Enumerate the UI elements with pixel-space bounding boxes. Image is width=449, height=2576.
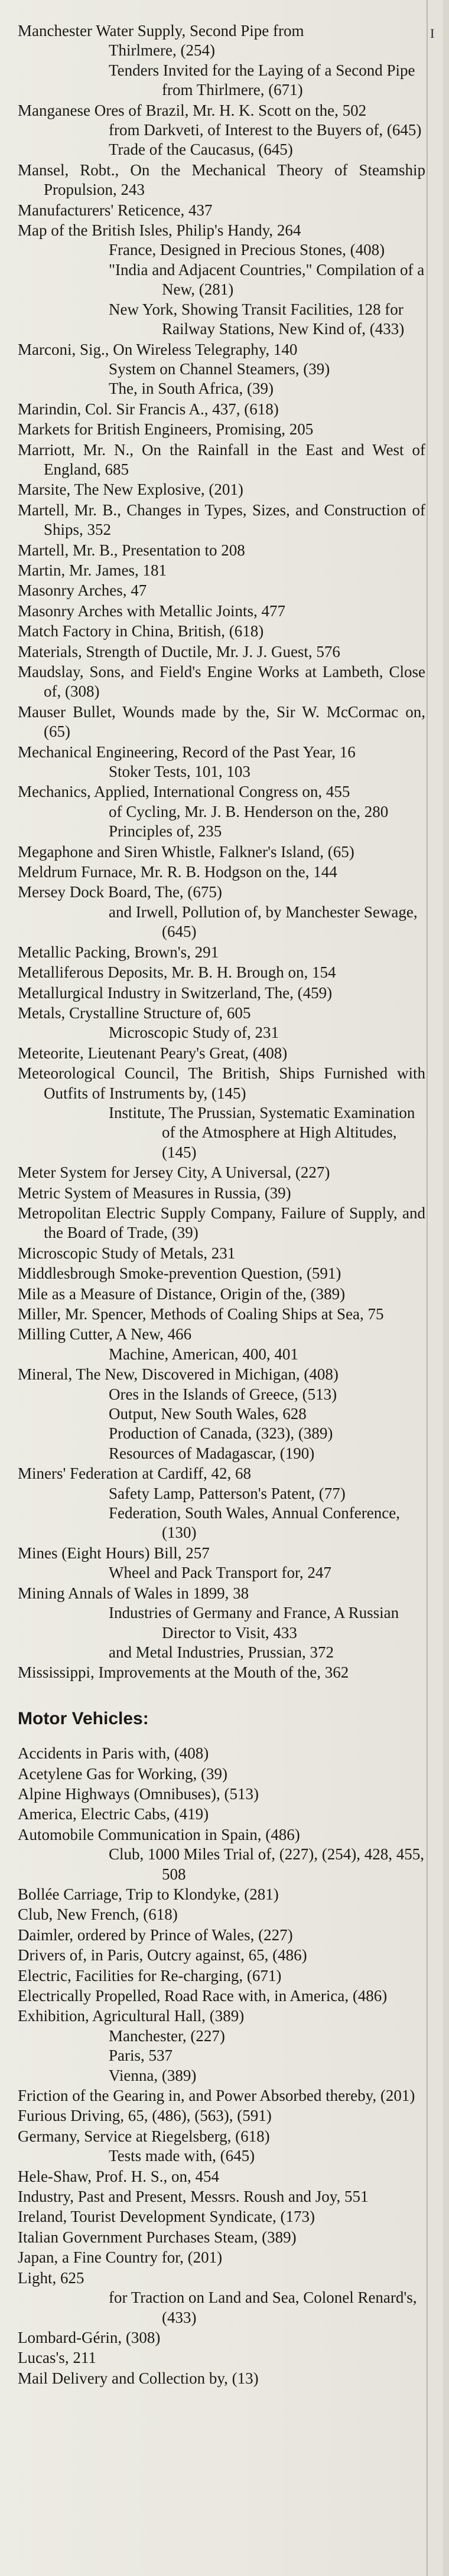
- index-entry-heading: Megaphone and Siren Whistle, Falkner's Island, (65): [18, 842, 354, 861]
- index-entry-heading: Markets for British Engineers, Promising, 205: [18, 420, 314, 439]
- index-entry: [18, 2167, 425, 2186]
- index-entry-heading: Manganese Ores of Brazil, Mr. H. K. Scott on the, 502: [18, 101, 367, 119]
- index-entry-heading: Mail Delivery and Collection by, (13): [18, 2369, 259, 2387]
- index-entry: [18, 1584, 425, 1663]
- index-subentry: for Traction on Land and Sea, Colonel Renard's, (433): [109, 2289, 417, 2326]
- index-entry: [18, 862, 425, 882]
- index-entry: [18, 2127, 425, 2166]
- index-subentry: Ores in the Islands of Greece, (513): [109, 1385, 337, 1403]
- index-entry-heading: Marindin, Col. Sir Francis A., 437, (618): [18, 400, 279, 418]
- index-entry: [18, 702, 425, 742]
- index-subentry: Paris, 537: [109, 2047, 173, 2065]
- index-subentry: Machine, American, 400, 401: [109, 1345, 298, 1363]
- index-entry-heading: Martell, Mr. B., Presentation to 208: [18, 541, 245, 559]
- index-entry-heading: Marconi, Sig., On Wireless Telegraphy, 140: [18, 340, 298, 358]
- index-entry-heading: Hele-Shaw, Prof. H. S., on, 454: [18, 2167, 219, 2185]
- index-entry: [18, 400, 425, 419]
- index-subentry: France, Designed in Precious Stones, (408): [109, 241, 385, 259]
- index-entry: [18, 1804, 425, 1824]
- index-entry: [18, 1305, 425, 1324]
- index-entry-heading: Industry, Past and Present, Messrs. Roush and Joy, 551: [18, 2188, 369, 2206]
- index-entry-heading: Ireland, Tourist Development Syndicate, (173): [18, 2208, 315, 2226]
- index-entry: [18, 201, 425, 220]
- index-entry: [18, 1184, 425, 1203]
- index-entry-heading: Mansel, Robt., On the Mechanical Theory of Steamship Propulsion, 243: [18, 161, 425, 199]
- index-entry: [18, 2106, 425, 2126]
- index-entry: [18, 1284, 425, 1304]
- index-subentry: and Metal Industries, Prussian, 372: [109, 1643, 334, 1661]
- index-entry: [18, 743, 425, 782]
- index-entry-heading: Metallic Packing, Brown's, 291: [18, 943, 219, 961]
- index-entry: [18, 21, 425, 100]
- index-entry: [18, 2207, 425, 2227]
- index-entry-heading: Daimler, ordered by Prince of Wales, (227): [18, 1926, 293, 1944]
- index-subentry: and Irwell, Pollution of, by Manchester Sewage, (645): [109, 903, 418, 941]
- index-entry-heading: Accidents in Paris with, (408): [18, 1744, 209, 1763]
- index-entry-heading: Meteorite, Lieutenant Peary's Great, (408): [18, 1044, 288, 1062]
- index-entry: [18, 1744, 425, 1763]
- index-entry: [18, 561, 425, 580]
- index-entry: [18, 1044, 425, 1063]
- index-entry-heading: Automobile Communication in Spain, (486): [18, 1825, 300, 1843]
- index-entry-heading: Japan, a Fine Country for, (201): [18, 2248, 223, 2267]
- index-entry: [18, 1764, 425, 1784]
- index-subentry: Safety Lamp, Patterson's Patent, (77): [109, 1484, 346, 1502]
- index-entry-heading: Match Factory in China, British, (618): [18, 622, 264, 640]
- index-entry: [18, 842, 425, 862]
- index-entry: [18, 1064, 425, 1162]
- index-entry: [18, 1926, 425, 1945]
- index-subentry: Resources of Madagascar, (190): [109, 1444, 315, 1462]
- index-entry-heading: Exhibition, Agricultural Hall, (389): [18, 2007, 245, 2025]
- index-entry: [18, 501, 425, 540]
- index-entry: [18, 480, 425, 499]
- index-entry-heading: Meldrum Furnace, Mr. R. B. Hodgson on the, 144: [18, 863, 337, 881]
- index-entry: [18, 1264, 425, 1283]
- index-entry-heading: Masonry Arches with Metallic Joints, 477: [18, 601, 285, 620]
- index-entry: [18, 2228, 425, 2247]
- index-entry: [18, 1784, 425, 1804]
- index-entry: [18, 963, 425, 982]
- section-heading-motor-vehicles: Motor Vehicles:: [18, 1708, 149, 1728]
- column-rule: [427, 0, 428, 2576]
- index-entry: [18, 440, 425, 480]
- index-entry: [18, 1464, 425, 1543]
- index-entry-heading: Mississippi, Improvements at the Mouth of the, 362: [18, 1663, 349, 1682]
- index-entry-heading: Lombard-Gérin, (308): [18, 2328, 161, 2346]
- index-entry-heading: Microscopic Study of Metals, 231: [18, 1244, 236, 1262]
- index-entry: [18, 1365, 425, 1463]
- index-entry-heading: Marsite, The New Explosive, (201): [18, 480, 243, 499]
- index-entry-heading: Friction of the Gearing in, and Power Absorbed thereby, (201): [18, 2087, 415, 2105]
- index-entry-heading: Mines (Eight Hours) Bill, 257: [18, 1544, 210, 1562]
- index-subentry: Federation, South Wales, Annual Conference, (130): [109, 1504, 400, 1542]
- index-subentry: The, in South Africa, (39): [109, 380, 274, 398]
- index-subentry: Stoker Tests, 101, 103: [109, 763, 250, 781]
- index-entry-heading: Acetylene Gas for Working, (39): [18, 1764, 227, 1783]
- index-entry-heading: Mechanical Engineering, Record of the Past Year, 16: [18, 743, 356, 761]
- index-entry-heading: Metalliferous Deposits, Mr. B. H. Brough on, 154: [18, 963, 336, 982]
- index-entry-heading: Germany, Service at Riegelsberg, (618): [18, 2127, 270, 2145]
- index-entry-heading: America, Electric Cabs, (419): [18, 1805, 209, 1823]
- index-entry-heading: Maudslay, Sons, and Field's Engine Works at Lambeth, Close of, (308): [18, 663, 425, 701]
- index-entries-motor-vehicles: [18, 1744, 425, 2388]
- index-entry-heading: Milling Cutter, A New, 466: [18, 1325, 192, 1343]
- index-entry: [18, 1003, 425, 1043]
- index-entry-heading: Electrically Propelled, Road Race with, in America, (486): [18, 1987, 388, 2005]
- index-entry: [18, 1163, 425, 1182]
- index-entry-heading: Metallurgical Industry in Switzerland, The, (459): [18, 983, 333, 1002]
- index-entry-heading: Bollée Carriage, Trip to Klondyke, (281): [18, 1885, 279, 1903]
- index-entry: [18, 2348, 425, 2368]
- index-entry: [18, 1544, 425, 1583]
- index-column: [18, 21, 425, 2389]
- index-entry-heading: Metals, Crystalline Structure of, 605: [18, 1003, 251, 1022]
- index-entry-heading: Miller, Mr. Spencer, Methods of Coaling Ships at Sea, 75: [18, 1305, 384, 1323]
- index-entries-m: [18, 21, 425, 1683]
- index-subentry: Principles of, 235: [109, 822, 222, 841]
- index-entry: [18, 2248, 425, 2267]
- index-entry-heading: Mineral, The New, Discovered in Michigan, (408): [18, 1365, 339, 1384]
- index-entry: [18, 420, 425, 439]
- index-entry-heading: Meter System for Jersey City, A Universal, (227): [18, 1163, 330, 1182]
- index-entry: [18, 1825, 425, 1884]
- index-entry-heading: Metric System of Measures in Russia, (39): [18, 1184, 291, 1202]
- index-entry: [18, 581, 425, 600]
- index-subentry: Thirlmere, (254): [109, 41, 215, 60]
- index-entry-heading: Club, New French, (618): [18, 1905, 178, 1924]
- index-entry-heading: Map of the British Isles, Philip's Handy, 264: [18, 221, 301, 240]
- index-entry-heading: Martin, Mr. James, 181: [18, 561, 167, 579]
- index-subentry: from Darkveti, of Interest to the Buyers of, (645): [109, 121, 422, 139]
- index-entry: [18, 340, 425, 399]
- index-subentry: Trade of the Caucasus, (645): [109, 140, 293, 159]
- index-entry: [18, 2187, 425, 2206]
- index-entry-heading: Meteorological Council, The British, Ships Furnished with Outfits of Instruments by, (145): [18, 1064, 425, 1102]
- index-entry-heading: Mersey Dock Board, The, (675): [18, 883, 222, 901]
- index-entry-heading: Alpine Highways (Omnibuses), (513): [18, 1784, 259, 1803]
- index-entry-heading: Masonry Arches, 47: [18, 581, 147, 600]
- index-entry: [18, 2006, 425, 2085]
- index-entry: [18, 601, 425, 621]
- index-entry: [18, 221, 425, 339]
- index-entry-heading: Italian Government Purchases Steam, (389): [18, 2228, 297, 2246]
- index-subentry: Manchester, (227): [109, 2026, 225, 2045]
- index-entry: [18, 541, 425, 560]
- index-entry: [18, 1244, 425, 1263]
- index-entry-heading: Middlesbrough Smoke-prevention Question, (591): [18, 1264, 341, 1283]
- index-entry: [18, 2328, 425, 2348]
- index-entry: [18, 782, 425, 841]
- index-entry-heading: Manufacturers' Reticence, 437: [18, 201, 213, 219]
- index-entry-heading: Manchester Water Supply, Second Pipe from: [18, 22, 304, 40]
- index-entry: [18, 1885, 425, 1904]
- index-entry: [18, 642, 425, 662]
- index-entry: [18, 1905, 425, 1924]
- index-entry-heading: Mining Annals of Wales in 1899, 38: [18, 1584, 249, 1602]
- index-entry-heading: Electric, Facilities for Re-charging, (671): [18, 1966, 282, 1985]
- index-entry-heading: Materials, Strength of Ductile, Mr. J. J. Guest, 576: [18, 642, 340, 661]
- index-entry: [18, 2268, 425, 2327]
- index-subentry: Microscopic Study of, 231: [109, 1024, 279, 1042]
- index-entry-heading: Light, 625: [18, 2268, 84, 2287]
- index-subentry: System on Channel Steamers, (39): [109, 359, 330, 378]
- index-subentry: Tests made with, (645): [109, 2147, 255, 2165]
- index-entry-heading: Mile as a Measure of Distance, Origin of the, (389): [18, 1284, 346, 1303]
- index-entry: [18, 1966, 425, 1986]
- index-entry: [18, 2369, 425, 2388]
- index-entry: [18, 161, 425, 200]
- index-entry-heading: Furious Driving, 65, (486), (563), (591): [18, 2107, 272, 2125]
- index-subentry: Wheel and Pack Transport for, 247: [109, 1564, 331, 1582]
- index-entry: [18, 1946, 425, 1965]
- index-subentry: Club, 1000 Miles Trial of, (227), (254), 428, 455, 508: [109, 1845, 425, 1883]
- index-entry-heading: Lucas's, 211: [18, 2349, 96, 2367]
- index-entry: [18, 1325, 425, 1364]
- index-entry: [18, 983, 425, 1003]
- index-entry: [18, 2086, 425, 2106]
- index-entry-heading: Miners' Federation at Cardiff, 42, 68: [18, 1464, 252, 1483]
- index-entry-heading: Marriott, Mr. N., On the Rainfall in the East and West of England, 685: [18, 440, 425, 478]
- index-entry: [18, 1663, 425, 1682]
- index-entry: [18, 882, 425, 942]
- index-subentry: Institute, The Prussian, Systematic Examination of the Atmosphere at High Altitudes, (145): [109, 1103, 415, 1161]
- adjacent-column-edge: I: [430, 26, 435, 41]
- index-entry: [18, 1204, 425, 1243]
- index-subentry: of Cycling, Mr. J. B. Henderson on the, 280: [109, 802, 389, 820]
- index-subentry: Production of Canada, (323), (389): [109, 1424, 333, 1443]
- index-subentry: "India and Adjacent Countries," Compilation of a New, (281): [109, 260, 425, 299]
- index-entry-heading: Metropolitan Electric Supply Company, Failure of Supply, and the Board of Trade, (39): [18, 1204, 425, 1242]
- index-entry-heading: Drivers of, in Paris, Outcry against, 65, (486): [18, 1946, 307, 1964]
- index-subentry: New York, Showing Transit Facilities, 128 for Railway Stations, New Kind of, (433): [109, 300, 405, 338]
- index-entry: [18, 1986, 425, 2006]
- index-subentry: Output, New South Wales, 628: [109, 1405, 307, 1423]
- index-entry-heading: Mauser Bullet, Wounds made by the, Sir W. McCormac on, (65): [18, 702, 425, 741]
- index-entry: [18, 943, 425, 962]
- index-entry: [18, 662, 425, 702]
- index-subentry: Tenders Invited for the Laying of a Second Pipe from Thirlmere, (671): [109, 61, 415, 99]
- index-entry-heading: Martell, Mr. B., Changes in Types, Sizes, and Construction of Ships, 352: [18, 501, 425, 539]
- index-entry-heading: Mechanics, Applied, International Congress on, 455: [18, 783, 350, 801]
- index-subentry: Vienna, (389): [109, 2066, 197, 2084]
- index-entry: [18, 101, 425, 160]
- index-entry: [18, 622, 425, 641]
- index-subentry: Industries of Germany and France, A Russian Director to Visit, 433: [109, 1604, 399, 1642]
